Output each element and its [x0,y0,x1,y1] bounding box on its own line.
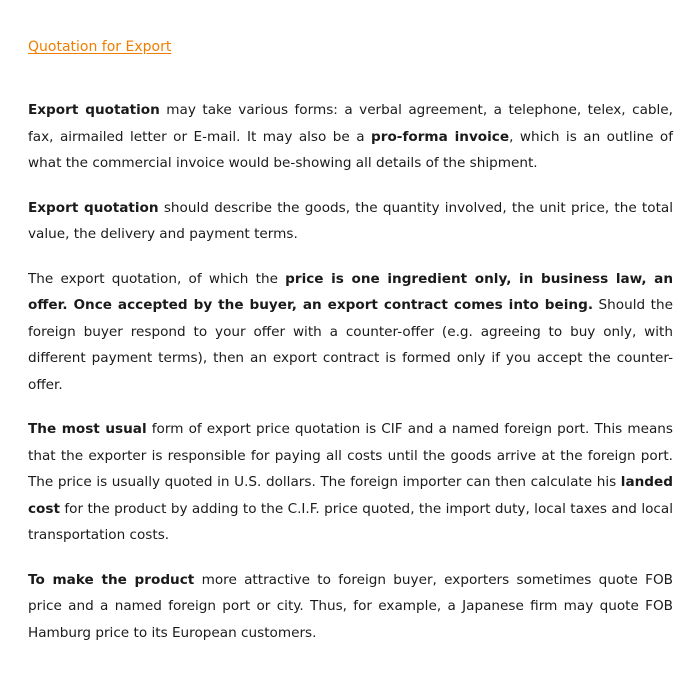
body-text: Should the foreign buyer respond to your offer with a counter-offer (e.g. agreeing to buy only, with different payment terms), then an export contract is formed only if you accept the counter-offer. [28,297,673,393]
bold-text: The most usual [28,421,147,437]
body-text: form of export price quotation is CIF and a named foreign port. This means that the exporter is responsible for paying all costs until the goods arrive at the foreign port. The price is usually quoted in U.S. dollars. The foreign importer can then calculate his [28,421,673,490]
paragraph-4 [28,416,673,549]
paragraph-2 [28,195,673,248]
page-title-link[interactable]: Quotation for Export [28,39,172,55]
body-text: , which is an outline of what the commercial invoice would be-showing all details of the shipment. [28,128,674,171]
body-text: should describe the goods, the quantity involved, the unit price, the total value, the delivery and payment terms. [28,199,673,242]
body-text: more attractive to foreign buyer, exporters sometimes quote FOB price and a named foreign port or city. Thus, for example, a Japanese firm may quote FOB Hamburg price to its European customers. [28,571,674,641]
paragraph-3 [28,266,673,399]
bold-text: pro-forma invoice [371,128,510,145]
body-text: for the product by adding to the C.I.F. price quoted, the import duty, local taxes and local transportation costs. [28,500,673,543]
bold-text: Export quotation [28,102,160,118]
paragraph-1 [28,97,673,177]
bold-text: landed cost [28,474,673,517]
body-text: The export quotation, of which the [28,270,286,287]
bold-text: price is one ingredient only, in business law, an offer. Once accepted by the buyer, an export contract comes into being. [28,270,673,313]
body-text: may take various forms: a verbal agreement, a telephone, telex, cable, fax, airmailed letter or E-mail. It may also be a [28,102,673,145]
bold-text: Export quotation [28,199,159,216]
bold-text: To make the product [28,571,195,588]
paragraph-5 [28,567,673,647]
